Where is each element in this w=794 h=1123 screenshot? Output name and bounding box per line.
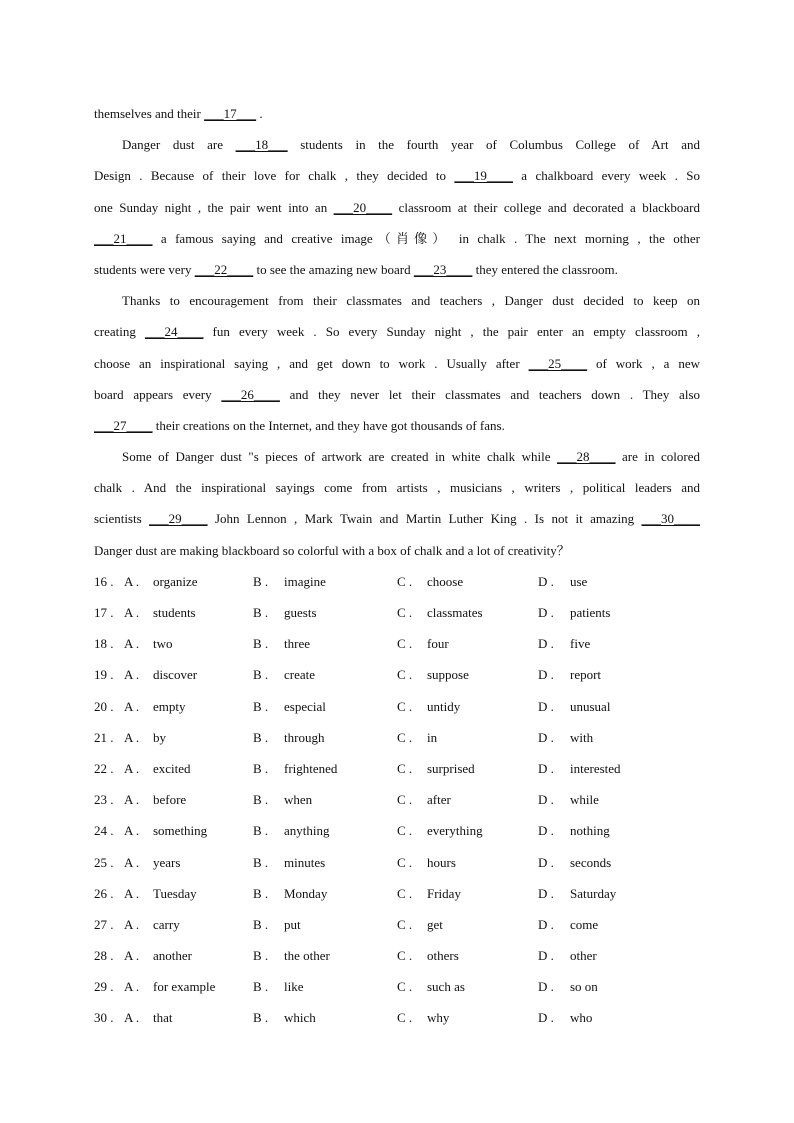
option-a: another: [153, 948, 192, 964]
passage-line: [94, 192, 700, 223]
answer-blank: ___24____: [144, 324, 204, 340]
answer-blank: ___22____: [194, 261, 254, 277]
option-a: for example: [153, 979, 216, 995]
passage-line: [94, 503, 700, 534]
passage-text: one Sunday night , the pair went into an: [94, 199, 334, 215]
option-a: by: [153, 729, 166, 745]
option-b: guests: [284, 605, 317, 620]
option-d: with: [570, 729, 594, 745]
option-c: choose: [427, 573, 464, 589]
question-number: 26 .: [94, 885, 114, 901]
option-d: come: [570, 916, 599, 932]
option-row: [94, 971, 700, 1002]
option-letter-a: A .: [124, 698, 140, 714]
option-letter-c: C .: [397, 1010, 413, 1026]
option-letter-b: B .: [253, 605, 269, 620]
answer-blank: ___17___: [204, 106, 257, 121]
option-letter-a: A .: [124, 729, 140, 745]
option-letter-d: D .: [538, 729, 554, 745]
option-d: unusual: [570, 698, 611, 714]
option-a: years: [153, 854, 181, 870]
option-c: everything: [427, 823, 483, 839]
option-d: interested: [570, 760, 621, 776]
option-a: Tuesday: [153, 885, 197, 901]
passage-text: choose an inspirational saying , and get down to work . Usually after: [94, 355, 529, 371]
option-letter-b: B .: [253, 916, 269, 932]
option-b: create: [284, 667, 316, 683]
exam-page: [94, 98, 700, 1034]
option-letter-d: D .: [538, 1010, 554, 1026]
passage-text: a famous saying and creative image（肖像） in chalk . The next morning , the other: [152, 230, 700, 246]
question-number: 23 .: [94, 792, 114, 808]
option-b: three: [284, 636, 310, 652]
option-letter-c: C .: [397, 792, 413, 808]
option-letter-d: D .: [538, 698, 554, 714]
option-letter-d: D .: [538, 605, 554, 620]
option-letter-d: D .: [538, 667, 554, 683]
option-d: Saturday: [570, 885, 617, 901]
passage-text: of work , a new: [587, 355, 700, 371]
option-d: who: [570, 1010, 593, 1026]
option-c: four: [427, 636, 449, 652]
passage-line: [94, 316, 700, 347]
passage-line: [94, 472, 700, 503]
option-row: [94, 753, 700, 784]
option-b: through: [284, 729, 325, 745]
question-number: 27 .: [94, 916, 114, 932]
option-b: which: [284, 1010, 316, 1026]
option-letter-b: B .: [253, 1010, 269, 1026]
option-c: Friday: [427, 885, 461, 901]
passage-line: [94, 441, 700, 472]
option-letter-b: B .: [253, 698, 269, 714]
option-d: five: [570, 636, 591, 652]
passage-text: board appears every: [94, 386, 222, 402]
option-letter-a: A .: [124, 792, 140, 808]
option-a: carry: [153, 916, 180, 932]
passage-text: their creations on the Internet, and they have got thousands of fans.: [152, 417, 505, 433]
option-row: [94, 784, 700, 815]
option-letter-d: D .: [538, 823, 554, 839]
passage-line: [94, 410, 700, 441]
option-letter-a: A .: [124, 948, 140, 964]
option-letter-c: C .: [397, 979, 413, 995]
option-letter-c: C .: [397, 916, 413, 932]
option-letter-d: D .: [538, 885, 554, 901]
question-number: 25 .: [94, 854, 114, 870]
option-letter-b: B .: [253, 573, 269, 589]
passage-line: [94, 535, 700, 566]
option-letter-a: A .: [124, 823, 140, 839]
option-letter-a: A .: [124, 605, 140, 620]
option-b: put: [284, 916, 301, 932]
option-c: in: [427, 729, 438, 745]
option-row: [94, 909, 700, 940]
option-a: something: [153, 823, 208, 839]
option-letter-c: C .: [397, 573, 413, 589]
question-number: 28 .: [94, 948, 114, 964]
question-number: 24 .: [94, 823, 114, 839]
passage-text: to see the amazing new board: [253, 261, 414, 277]
option-letter-a: A .: [124, 636, 140, 652]
passage-text: and they never let their classmates and teachers down . They also: [279, 386, 700, 402]
option-letter-a: A .: [124, 573, 140, 589]
option-letter-d: D .: [538, 854, 554, 870]
option-c: after: [427, 792, 451, 808]
option-letter-b: B .: [253, 885, 269, 901]
option-letter-c: C .: [397, 729, 413, 745]
option-letter-a: A .: [124, 885, 140, 901]
option-letter-d: D .: [538, 916, 554, 932]
answer-blank: ___18___: [235, 137, 288, 153]
option-letter-b: B .: [253, 760, 269, 776]
option-b: anything: [284, 823, 330, 839]
passage-line: [94, 379, 700, 410]
option-letter-c: C .: [397, 636, 413, 652]
option-c: hours: [427, 854, 456, 870]
option-letter-b: B .: [253, 636, 269, 652]
option-row: [94, 659, 700, 690]
option-letter-d: D .: [538, 979, 554, 995]
passage-text: John Lennon , Mark Twain and Martin Luther King . Is not it amazing: [207, 511, 642, 527]
option-letter-c: C .: [397, 948, 413, 964]
option-row: [94, 566, 700, 597]
option-row: [94, 597, 700, 628]
option-a: organize: [153, 573, 198, 589]
option-c: others: [427, 948, 459, 964]
option-d: other: [570, 948, 597, 964]
option-row: [94, 1002, 700, 1033]
passage-line: [94, 348, 700, 379]
answer-blank: ___19____: [454, 168, 513, 184]
option-letter-a: A .: [124, 979, 140, 995]
option-b: especial: [284, 698, 326, 714]
option-a: two: [153, 636, 173, 652]
passage-line: [94, 285, 700, 316]
option-letter-d: D .: [538, 636, 554, 652]
answer-blank: ___21____: [94, 230, 153, 246]
option-d: report: [570, 667, 602, 683]
answer-blank: ___20____: [333, 199, 393, 215]
option-c: get: [427, 916, 443, 932]
option-c: suppose: [427, 667, 469, 683]
question-number: 21 .: [94, 729, 114, 745]
cloze-passage: [94, 98, 700, 566]
passage-text: fun every week . So every Sunday night , the pair enter an empty classroom ,: [203, 324, 700, 340]
option-b: Monday: [284, 885, 328, 901]
option-c: why: [427, 1010, 450, 1026]
passage-text: a chalkboard every week . So: [512, 168, 700, 184]
option-letter-c: C .: [397, 760, 413, 776]
option-a: that: [153, 1010, 173, 1026]
answer-blank: ___27____: [94, 417, 153, 433]
option-letter-b: B .: [253, 948, 269, 964]
option-row: [94, 847, 700, 878]
option-d: use: [570, 573, 588, 589]
option-letter-d: D .: [538, 573, 554, 589]
question-number: 17 .: [94, 605, 114, 620]
passage-text: scientists: [94, 511, 150, 527]
answer-blank: ___25____: [528, 355, 588, 371]
option-b: when: [284, 792, 313, 808]
passage-text: Danger dust are making blackboard so colorful with a box of chalk and a lot of creativity？: [94, 542, 570, 558]
option-d: so on: [570, 979, 598, 995]
question-number: 19 .: [94, 667, 114, 683]
option-c: classmates: [427, 605, 483, 620]
passage-line: [94, 98, 700, 129]
answer-blank: ___26____: [221, 386, 280, 402]
option-b: frightened: [284, 760, 338, 776]
option-letter-d: D .: [538, 760, 554, 776]
option-letter-a: A .: [124, 760, 140, 776]
passage-text: Danger dust are: [122, 137, 236, 153]
question-number: 20 .: [94, 698, 114, 714]
option-row: [94, 628, 700, 659]
option-letter-d: D .: [538, 792, 554, 808]
option-letter-c: C .: [397, 698, 413, 714]
passage-line: [94, 223, 700, 254]
option-letter-c: C .: [397, 605, 413, 620]
option-letter-b: B .: [253, 823, 269, 839]
question-number: 29 .: [94, 979, 114, 995]
option-letter-c: C .: [397, 823, 413, 839]
question-number: 16 .: [94, 573, 114, 589]
passage-text: chalk . And the inspirational sayings come from artists , musicians , writers , political leaders and: [94, 480, 700, 496]
option-c: surprised: [427, 760, 475, 776]
option-a: empty: [153, 698, 186, 714]
answer-blank: ___30____: [641, 511, 700, 527]
option-letter-d: D .: [538, 948, 554, 964]
passage-text: students in the fourth year of Columbus College of Art and: [287, 137, 700, 153]
answer-options: [94, 566, 700, 1034]
option-a: before: [153, 792, 187, 808]
option-b: imagine: [284, 573, 326, 589]
passage-text: Design . Because of their love for chalk , they decided to: [94, 168, 455, 184]
option-letter-a: A .: [124, 667, 140, 683]
answer-blank: ___28____: [557, 449, 616, 465]
passage-text: are in colored: [615, 449, 701, 465]
answer-blank: ___29____: [149, 511, 208, 527]
option-a: discover: [153, 667, 198, 683]
passage-line: [94, 160, 700, 191]
option-row: [94, 691, 700, 722]
passage-text: .: [256, 106, 263, 121]
option-row: [94, 722, 700, 753]
passage-text: Some of Danger dust "s pieces of artwork are created in white chalk while: [122, 449, 558, 465]
option-row: [94, 940, 700, 971]
option-letter-c: C .: [397, 667, 413, 683]
passage-text: students were very: [94, 261, 195, 277]
option-letter-c: C .: [397, 854, 413, 870]
option-d: while: [570, 792, 599, 808]
option-d: seconds: [570, 854, 612, 870]
passage-text: creating: [94, 324, 145, 340]
option-b: like: [284, 979, 304, 995]
question-number: 22 .: [94, 760, 114, 776]
option-letter-c: C .: [397, 885, 413, 901]
option-letter-b: B .: [253, 979, 269, 995]
passage-text: themselves and their: [94, 106, 205, 121]
option-letter-a: A .: [124, 854, 140, 870]
option-d: nothing: [570, 823, 610, 839]
option-row: [94, 815, 700, 846]
option-letter-b: B .: [253, 854, 269, 870]
option-c: such as: [427, 979, 465, 995]
option-letter-a: A .: [124, 916, 140, 932]
option-letter-a: A .: [124, 1010, 140, 1026]
option-row: [94, 878, 700, 909]
passage-text: Thanks to encouragement from their classmates and teachers , Danger dust decided to keep on: [122, 293, 700, 309]
passage-text: they entered the classroom.: [472, 261, 618, 277]
option-letter-b: B .: [253, 792, 269, 808]
option-c: untidy: [427, 698, 461, 714]
question-number: 30 .: [94, 1010, 114, 1026]
option-b: minutes: [284, 854, 326, 870]
option-a: students: [153, 605, 196, 620]
answer-blank: ___23____: [413, 261, 473, 277]
question-number: 18 .: [94, 636, 114, 652]
passage-text: classroom at their college and decorated a blackboard: [392, 199, 700, 215]
option-letter-b: B .: [253, 667, 269, 683]
option-a: excited: [153, 760, 191, 776]
passage-line: [94, 129, 700, 160]
passage-line: [94, 254, 700, 285]
option-letter-b: B .: [253, 729, 269, 745]
option-b: the other: [284, 948, 330, 964]
option-d: patients: [570, 605, 611, 620]
